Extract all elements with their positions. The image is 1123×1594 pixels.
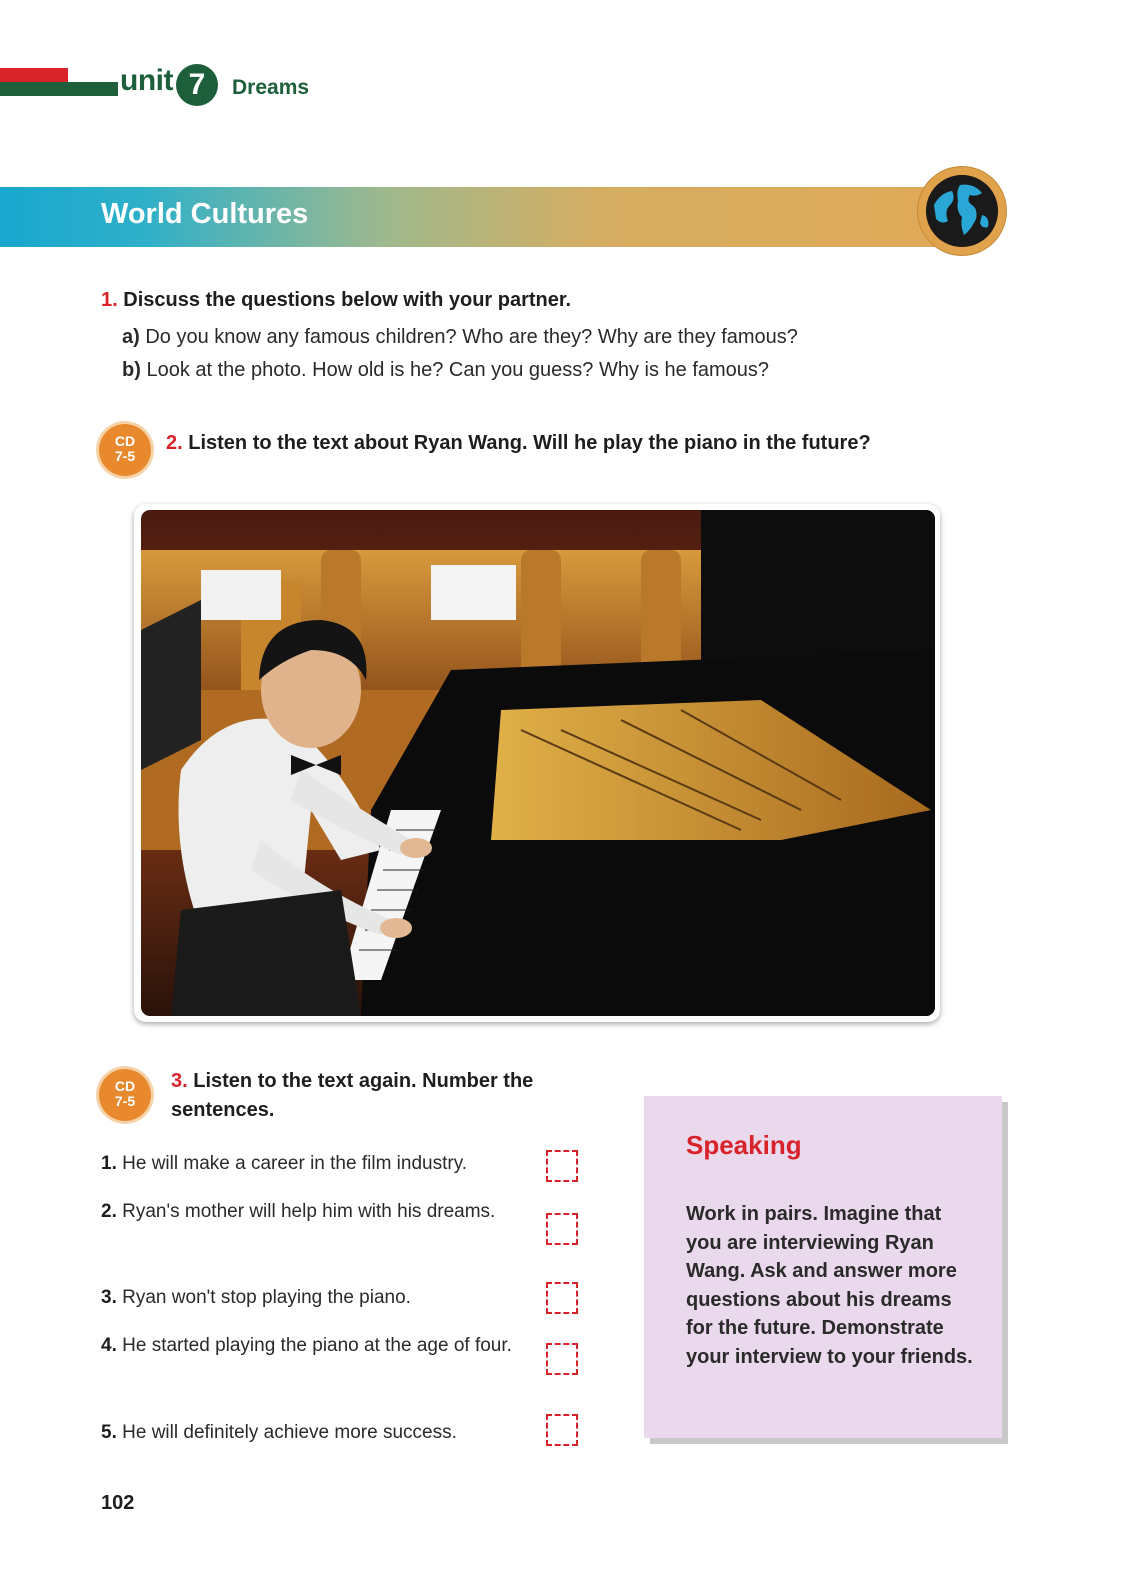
sentence-number: 3.: [101, 1287, 117, 1308]
speaking-text: Work in pairs. Imagine that you are interviewing Ryan Wang. Ask and answer more questions about his dreams for the future. Demonstrate your interview to your friends.: [686, 1203, 973, 1368]
exercise3-text: Listen to the text again. Number the sentences.: [171, 1070, 534, 1121]
cd-track-number: 7-5: [114, 1093, 136, 1109]
sentence-text: Ryan's mother will help him with his dreams.: [122, 1201, 496, 1222]
answer-box[interactable]: [546, 1282, 578, 1314]
exercise3-number: 3.: [171, 1070, 188, 1092]
unit-number-badge: 7: [176, 64, 218, 106]
exercise1-text: Discuss the questions below with your partner.: [123, 289, 572, 311]
sentence-number: 5.: [101, 1422, 117, 1443]
exercise2-text: Listen to the text about Ryan Wang. Will he play the piano in the future?: [188, 432, 871, 454]
sentence-number: 1.: [101, 1153, 117, 1174]
section-title: World Cultures: [101, 198, 309, 230]
exercise1-instruction: [101, 289, 571, 312]
sentence-text: He started playing the piano at the age of four.: [122, 1335, 512, 1356]
sentence-item: [101, 1413, 531, 1452]
sentence-text: He will make a career in the film industry.: [122, 1153, 468, 1174]
question-a-label: a): [122, 326, 140, 348]
answer-box[interactable]: [546, 1213, 578, 1245]
cd-track-icon: [99, 1069, 151, 1121]
sentence-item: [101, 1144, 531, 1183]
sentence-item: [101, 1278, 531, 1317]
speaking-title: Speaking: [686, 1130, 802, 1160]
answer-box[interactable]: [546, 1150, 578, 1182]
cd-label: CD: [114, 433, 136, 449]
sentence-item: [101, 1192, 531, 1231]
boy-playing-piano-photo: [141, 510, 935, 1016]
header-red-bar: [0, 68, 68, 82]
sentence-number: 2.: [101, 1201, 117, 1222]
cd-track-icon: [99, 424, 151, 476]
sentence-text: He will definitely achieve more success.: [122, 1422, 457, 1443]
exercise2-instruction: [166, 432, 871, 455]
unit-label: unit: [120, 64, 173, 97]
question-a-text: Do you know any famous children? Who are they? Why are they famous?: [145, 326, 798, 348]
header-green-bar: [0, 82, 118, 96]
exercise1-question-a: [122, 326, 798, 349]
cd-label: CD: [114, 1078, 136, 1094]
exercise2-number: 2.: [166, 432, 183, 454]
globe-map-icon: [926, 175, 998, 247]
sentence-item: [101, 1326, 531, 1365]
page-number: 102: [101, 1492, 135, 1514]
unit-title: Dreams: [232, 76, 310, 99]
exercise3-instruction: [171, 1067, 551, 1125]
sentence-number: 4.: [101, 1335, 117, 1356]
cd-track-number: 7-5: [114, 448, 136, 464]
exercise1-question-b: [122, 359, 769, 382]
answer-box[interactable]: [546, 1414, 578, 1446]
question-b-label: b): [122, 359, 141, 381]
question-b-text: Look at the photo. How old is he? Can you guess? Why is he famous?: [146, 359, 770, 381]
exercise1-number: 1.: [101, 289, 118, 311]
answer-box[interactable]: [546, 1343, 578, 1375]
sentence-text: Ryan won't stop playing the piano.: [122, 1287, 411, 1308]
